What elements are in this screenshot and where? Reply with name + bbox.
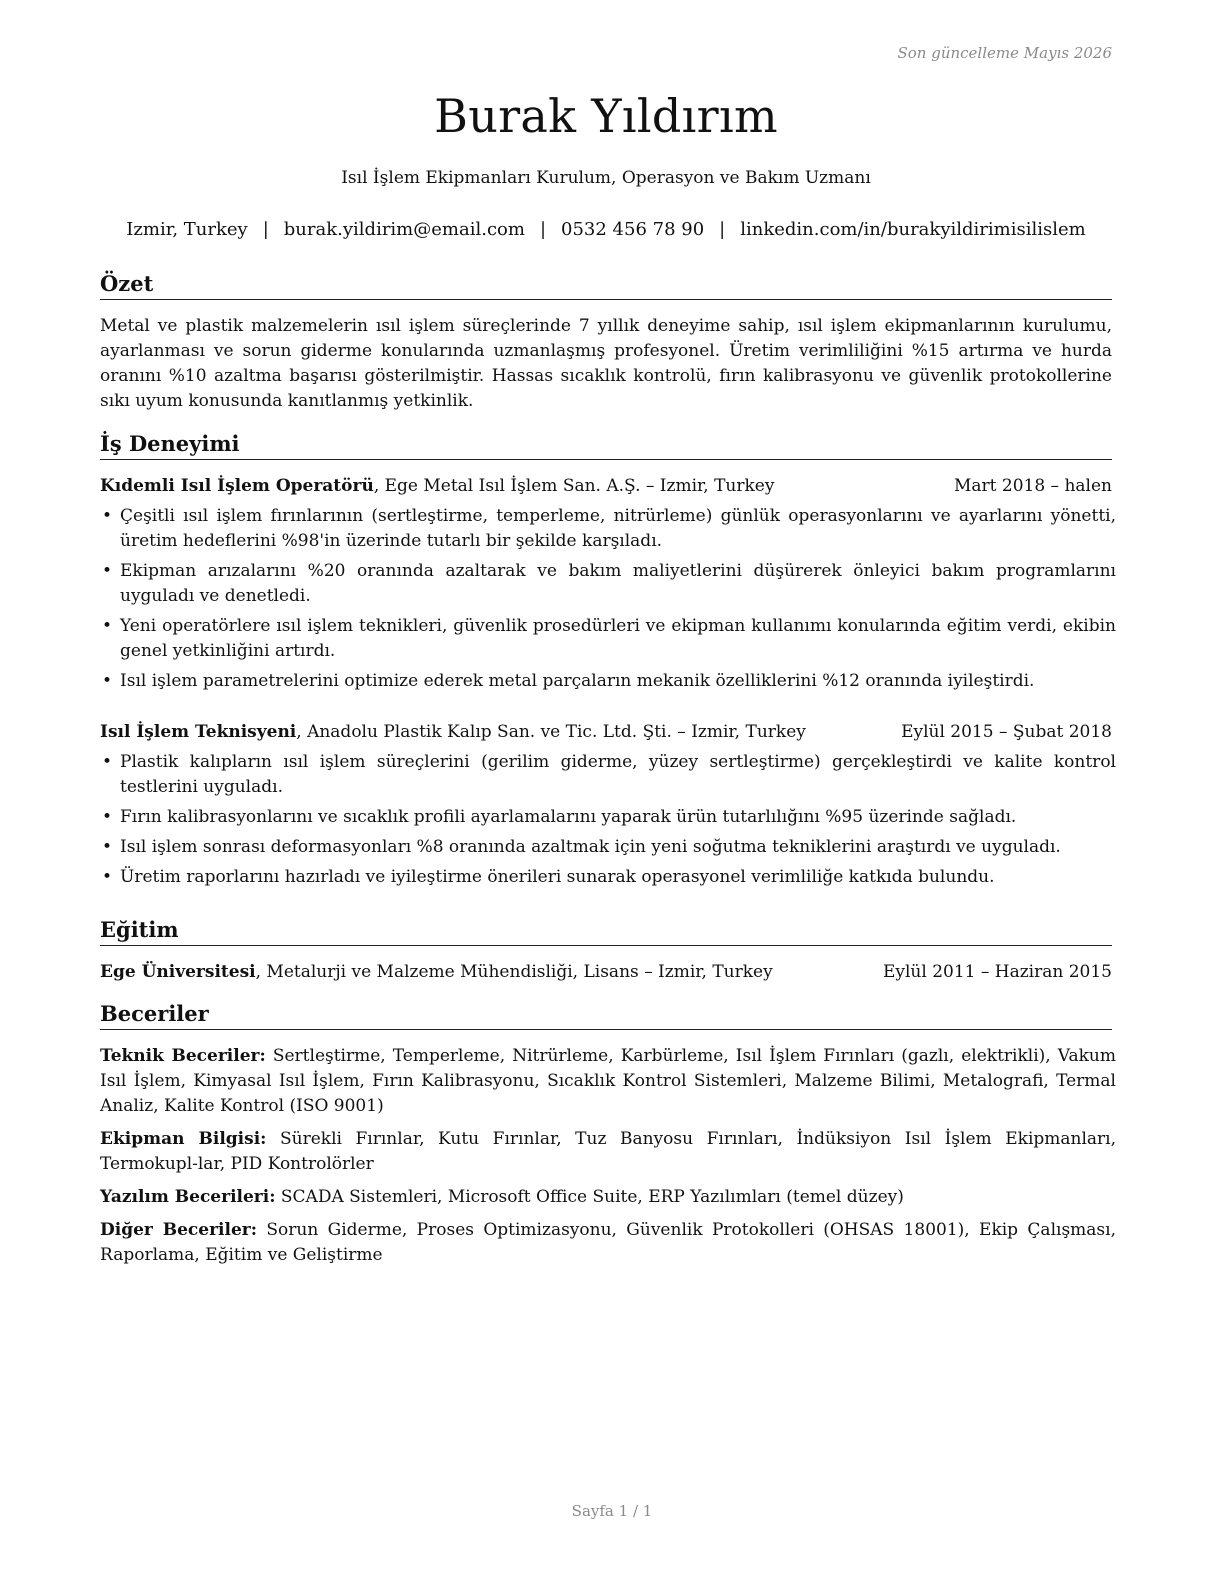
page-number: Sayfa 1 / 1 (571, 1502, 653, 1520)
contact-separator: | (262, 219, 269, 240)
education-school: Ege Üniversitesi (100, 962, 256, 982)
list-item: • Fırın kalibrasyonlarını ve sıcaklık profili ayarlamalarını yaparak ürün tutarlılığını %95 üzerinde sağladı. (100, 805, 1116, 830)
list-item: • Plastik kalıpların ısıl işlem süreçlerini (gerilim giderme, yüzey sertleştirme) gerçekleştirdi ve kalite kontrol testlerini uyguladı. (100, 750, 1116, 800)
summary-text: Metal ve plastik malzemelerin ısıl işlem süreçlerinde 7 yıllık deneyime sahip, ısıl işlem ekipmanlarının kurulumu, ayarlanması ve sorun giderme konularında uzmanlaşmış profesyonel. Üretim verimliliğini %15 artırma ve hurda oranını %10 azaltma başarısı gösterilmiştir. Hassas sıcaklık kontrolü, fırın kalibrasyonu ve güvenlik protokollerine sıkı uyum konusunda kanıtlanmış yetkinlik. (100, 316, 1112, 411)
skill-text: Sertleştirme, Temperleme, Nitrürleme, Karbürleme, Isıl İşlem Fırınları (gazlı, elektrikli), Vakum Isıl İşlem, Kimyasal Isıl İşlem, Fırın Kalibrasyonu, Sıcaklık Kontrol Sistemleri, Malzeme Bilimi, Metalografi, Termal Analiz, Kalite Kontrol (ISO 9001) (100, 1046, 1116, 1116)
skill-group (100, 1127, 1116, 1177)
last-updated: Son güncelleme Mayıs 2026 (897, 44, 1112, 62)
education-detail: , Metalurji ve Malzeme Mühendisliği, Lisans – Izmir, Turkey (255, 962, 773, 982)
job-bullets (100, 504, 1116, 699)
contact-separator: | (719, 219, 726, 240)
list-item: • Isıl işlem sonrası deformasyonları %8 oranında azaltmak için yeni soğutma tekniklerini araştırdı ve uyguladı. (100, 835, 1116, 860)
skill-label: Yazılım Becerileri: (100, 1187, 276, 1207)
skill-group (100, 1218, 1116, 1268)
section-title-skills: Beceriler (100, 1001, 1112, 1030)
skill-group (100, 1185, 1116, 1210)
list-item: • Yeni operatörlere ısıl işlem teknikleri, güvenlik prosedürleri ve ekipman kullanımı konularında eğitim verdi, ekibin genel yetkinliğini artırdı. (100, 614, 1116, 664)
skill-text: Sorun Giderme, Proses Optimizasyonu, Güvenlik Protokolleri (OHSAS 18001), Ekip Çalışması, Raporlama, Eğitim ve Geliştirme (100, 1220, 1116, 1265)
job-company: , Ege Metal Isıl İşlem San. A.Ş. – Izmir, Turkey (373, 476, 775, 496)
job-role: Isıl İşlem Teknisyeni (100, 722, 297, 742)
contact-phone: 0532 456 78 90 (561, 219, 705, 240)
skills-list (100, 1044, 1116, 1276)
contact-linkedin[interactable]: linkedin.com/in/burakyildirimisilislem (740, 219, 1086, 240)
list-item: • Ekipman arızalarını %20 oranında azaltarak ve bakım maliyetlerini düşürerek önleyici bakım programlarını uyguladı ve denetledi. (100, 559, 1116, 609)
education-entry (100, 960, 1112, 985)
job-header (100, 720, 1112, 745)
list-item: • Çeşitli ısıl işlem fırınlarının (sertleştirme, temperleme, nitrürleme) günlük operasyonlarını ve ayarlarını yönetti, üretim hedeflerini %98'in üzerinde tutarlı bir şekilde karşıladı. (100, 504, 1116, 554)
skill-group (100, 1044, 1116, 1119)
skill-text: Sürekli Fırınlar, Kutu Fırınlar, Tuz Banyosu Fırınları, İndüksiyon Isıl İşlem Ekipmanları, Termokupl-lar, PID Kontrolörler (100, 1129, 1117, 1174)
skill-label: Ekipman Bilgisi: (100, 1129, 267, 1149)
job-header (100, 474, 1112, 499)
contact-email[interactable]: burak.yildirim@email.com (283, 219, 525, 240)
skill-label: Teknik Beceriler: (100, 1046, 266, 1066)
contact-line (100, 219, 1112, 240)
job-date: Mart 2018 – halen (953, 476, 1112, 496)
education-date: Eylül 2011 – Haziran 2015 (882, 962, 1112, 982)
contact-location: Izmir, Turkey (126, 219, 248, 240)
list-item: • Isıl işlem parametrelerini optimize ederek metal parçaların mekanik özelliklerini %12 oranında iyileştirdi. (100, 669, 1116, 694)
job-date: Eylül 2015 – Şubat 2018 (901, 722, 1112, 742)
candidate-name: Burak Yıldırım (434, 89, 778, 143)
job-company: , Anadolu Plastik Kalıp San. ve Tic. Ltd. Şti. – Izmir, Turkey (296, 722, 806, 742)
contact-separator: | (539, 219, 547, 240)
job-role: Kıdemli Isıl İşlem Operatörü (100, 476, 374, 496)
section-title-education: Eğitim (100, 917, 1112, 946)
section-title-experience: İş Deneyimi (100, 431, 1112, 460)
skill-label: Diğer Beceriler: (100, 1220, 258, 1240)
candidate-tagline: Isıl İşlem Ekipmanları Kurulum, Operasyon ve Bakım Uzmanı (341, 168, 871, 188)
list-item: • Üretim raporlarını hazırladı ve iyileştirme önerileri sunarak operasyonel verimliliğe katkıda bulundu. (100, 865, 1116, 890)
skill-text: SCADA Sistemleri, Microsoft Office Suite, ERP Yazılımları (temel düzey) (275, 1187, 904, 1207)
section-title-summary: Özet (100, 271, 1112, 300)
job-bullets (100, 750, 1116, 895)
